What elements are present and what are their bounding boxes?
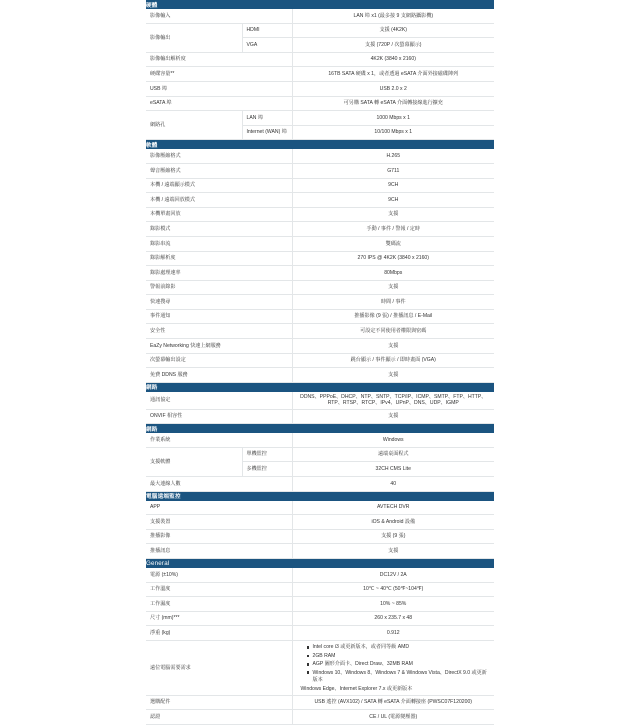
row-value: USB 遙控 (AVX102) / SATA 轉 eSATA 介面轉接座 (PWSC07F120200) <box>292 695 494 710</box>
section-header-network <box>146 382 494 392</box>
table-row <box>146 409 494 424</box>
row-label: 選購配件 <box>146 695 292 710</box>
row-label: 作業系統 <box>146 433 292 447</box>
spec-table-body <box>146 0 494 724</box>
row-sublabel: LAN 埠 <box>242 111 292 126</box>
table-row <box>146 295 494 310</box>
row-value: 雙碼流 <box>292 236 494 251</box>
row-value: 推播影像 (9 張) / 推播訊息 / E-Mail <box>292 309 494 324</box>
table-row <box>146 236 494 251</box>
row-label: USB 埠 <box>146 81 292 96</box>
row-label: 錄影解析度 <box>146 251 292 266</box>
table-row <box>146 476 494 491</box>
row-value: 1000 Mbps x 1 <box>292 111 494 126</box>
row-label: 淨重 (kg) <box>146 626 292 641</box>
row-value: USB 2.0 x 2 <box>292 81 494 96</box>
table-row-pc-requirements <box>146 640 494 695</box>
spec-table <box>146 0 494 725</box>
row-label: 次螢幕輸出設定 <box>146 353 292 368</box>
row-label: 最大連線人數 <box>146 476 292 491</box>
row-label: 推播影像 <box>146 529 292 544</box>
row-label: ONVIF 相容性 <box>146 409 292 424</box>
row-sublabel: VGA <box>242 38 292 53</box>
row-label: 影像輸出解析度 <box>146 52 292 67</box>
row-value: DC12V / 2A <box>292 568 494 582</box>
row-value: 40 <box>292 476 494 491</box>
table-row <box>146 339 494 354</box>
section-title: 網路 <box>146 424 494 434</box>
table-row <box>146 81 494 96</box>
table-row <box>146 353 494 368</box>
section-title: 軟體 <box>146 140 494 150</box>
table-row <box>146 568 494 582</box>
row-label: 警報前錄影 <box>146 280 292 295</box>
row-label: 工作溫度 <box>146 582 292 597</box>
row-label: 支援軟體 <box>146 447 242 476</box>
row-value: 80Mbps <box>292 266 494 281</box>
row-value: 支援 <box>292 544 494 559</box>
table-row <box>146 52 494 67</box>
table-row <box>146 280 494 295</box>
row-label: EaZy Networking 快速上網服務 <box>146 339 292 354</box>
row-value: 4K2K (3840 x 2160) <box>292 52 494 67</box>
row-value: H.265 <box>292 149 494 163</box>
section-header-general <box>146 558 494 568</box>
section-title: General <box>146 558 494 568</box>
row-value: 可另購 SATA 轉 eSATA 介面轉接線進行擴充 <box>292 96 494 111</box>
row-value: 270 IPS @ 4K2K (3840 x 2160) <box>292 251 494 266</box>
table-row <box>146 611 494 626</box>
table-row <box>146 582 494 597</box>
row-label: 電源 (±10%) <box>146 568 292 582</box>
row-label: 免費 DDNS 服務 <box>146 368 292 383</box>
section-title: 網路 <box>146 382 494 392</box>
row-value: G711 <box>292 163 494 178</box>
table-row <box>146 626 494 641</box>
row-label: 工作濕度 <box>146 597 292 612</box>
row-value: 支援 <box>292 409 494 424</box>
row-label: 事件通知 <box>146 309 292 324</box>
row-value: AVTECH DVR <box>292 501 494 515</box>
table-row <box>146 111 494 126</box>
table-row <box>146 501 494 515</box>
table-row <box>146 368 494 383</box>
row-value: LAN 埠 x1 (最多接 9 支網路攝影機) <box>292 9 494 23</box>
table-row <box>146 433 494 447</box>
section-header-hardware <box>146 0 494 9</box>
table-row <box>146 309 494 324</box>
section-header-mobile <box>146 491 494 501</box>
row-label: 通訊協定 <box>146 392 292 409</box>
table-row <box>146 597 494 612</box>
section-header-software <box>146 140 494 150</box>
row-value: 260 x 235.7 x 48 <box>292 611 494 626</box>
row-value: 時間 / 事件 <box>292 295 494 310</box>
table-row <box>146 222 494 237</box>
row-label: 遠位電腦需要需求 <box>146 640 292 695</box>
table-row <box>146 23 494 38</box>
row-sublabel: HDMI <box>242 23 292 38</box>
row-value: CE / UL (電源變壓器) <box>292 710 494 725</box>
row-label: 認證 <box>146 710 292 725</box>
row-value: 跳台顯示 / 事件顯示 / 即時畫面 (VGA) <box>292 353 494 368</box>
row-value: 9CH <box>292 193 494 208</box>
row-value: 支援 <box>292 207 494 222</box>
row-value: 支援 <box>292 280 494 295</box>
list-item: Windows 10、Windows 8、Windows 7 & Windows Vista、DirectX 9.0 或更新版本 <box>307 670 491 684</box>
table-row <box>146 695 494 710</box>
row-value: Windows <box>292 433 494 447</box>
row-label: 支援裝置 <box>146 515 292 530</box>
row-value: 支援 <box>292 339 494 354</box>
row-sublabel: Internet (WAN) 埠 <box>242 125 292 140</box>
table-row <box>146 324 494 339</box>
row-label: 聲音壓縮格式 <box>146 163 292 178</box>
requirements-footnote: Windows Edge、Internet Explorer 7.x 或更新版本 <box>300 685 413 692</box>
row-value: 10/100 Mbps x 1 <box>292 125 494 140</box>
row-sublabel: 多機監控 <box>242 462 292 477</box>
row-value: 0.912 <box>292 626 494 641</box>
section-title: 硬體 <box>146 0 494 9</box>
row-value-protocols: DDNS、PPPoE、DHCP、NTP、SNTP、TCP/IP、ICMP、SMTP、FTP、HTTP、RTP、RTSP、RTCP、IPv4、UPnP、DNS、UDP、IGMP <box>292 392 494 409</box>
row-label: 快速搜尋 <box>146 295 292 310</box>
table-row <box>146 178 494 193</box>
row-value: 手動 / 事件 / 警報 / 定時 <box>292 222 494 237</box>
row-label: 影像輸入 <box>146 9 292 23</box>
row-label: 本機 / 遠端回放模式 <box>146 193 292 208</box>
spec-sheet <box>146 0 494 725</box>
table-row <box>146 447 494 462</box>
row-label: 錄影處理速率 <box>146 266 292 281</box>
requirements-list <box>297 644 491 683</box>
row-label: 尺寸 (mm)*** <box>146 611 292 626</box>
row-label: 硬碟容量** <box>146 67 292 82</box>
table-row <box>146 515 494 530</box>
row-label: 錄影串流 <box>146 236 292 251</box>
table-row <box>146 266 494 281</box>
row-label: 本機單畫回放 <box>146 207 292 222</box>
list-item: AGP 圖形介面卡、Direct Draw、32MB RAM <box>307 661 491 668</box>
row-label: 錄影模式 <box>146 222 292 237</box>
row-label: APP <box>146 501 292 515</box>
row-value: 10℃ ~ 40℃ (50℉~104℉) <box>292 582 494 597</box>
table-row <box>146 9 494 23</box>
table-row <box>146 207 494 222</box>
row-label: 影像壓縮格式 <box>146 149 292 163</box>
row-value: 支援 <box>292 368 494 383</box>
row-value: 可設定不同使用者權限與密碼 <box>292 324 494 339</box>
table-row <box>146 193 494 208</box>
row-value: iOS & Android 設備 <box>292 515 494 530</box>
table-row <box>146 392 494 409</box>
row-label: eSATA 埠 <box>146 96 292 111</box>
row-value: 支援 (720P / 次螢幕顯示) <box>292 38 494 53</box>
row-value: 支援 (4K2K) <box>292 23 494 38</box>
table-row <box>146 67 494 82</box>
row-value: 支援 (9 張) <box>292 529 494 544</box>
section-title: 電腦遠端監控 <box>146 491 494 501</box>
table-row <box>146 163 494 178</box>
table-row <box>146 544 494 559</box>
row-sublabel: 單機監控 <box>242 447 292 462</box>
row-value: 32CH CMS Lite <box>292 462 494 477</box>
row-label: 網路孔 <box>146 111 242 140</box>
row-value-requirements <box>292 640 494 695</box>
row-label: 推播訊息 <box>146 544 292 559</box>
row-label: 安全性 <box>146 324 292 339</box>
list-item: Intel core i3 或更新版本，或者同等級 AMD <box>307 644 491 651</box>
table-row <box>146 710 494 725</box>
row-value: 遠端桌面程式 <box>292 447 494 462</box>
table-row <box>146 529 494 544</box>
row-label: 本機 / 遠端顯示模式 <box>146 178 292 193</box>
table-row <box>146 96 494 111</box>
table-row <box>146 251 494 266</box>
row-label: 影像輸出 <box>146 23 242 52</box>
section-header-network-software <box>146 424 494 434</box>
row-value: 9CH <box>292 178 494 193</box>
row-value: 10% ~ 85% <box>292 597 494 612</box>
row-value: 16TB SATA 硬碟 x 1，或者透過 eSATA 介面外接磁碟陣列 <box>292 67 494 82</box>
list-item: 2GB RAM <box>307 653 491 660</box>
table-row <box>146 149 494 163</box>
